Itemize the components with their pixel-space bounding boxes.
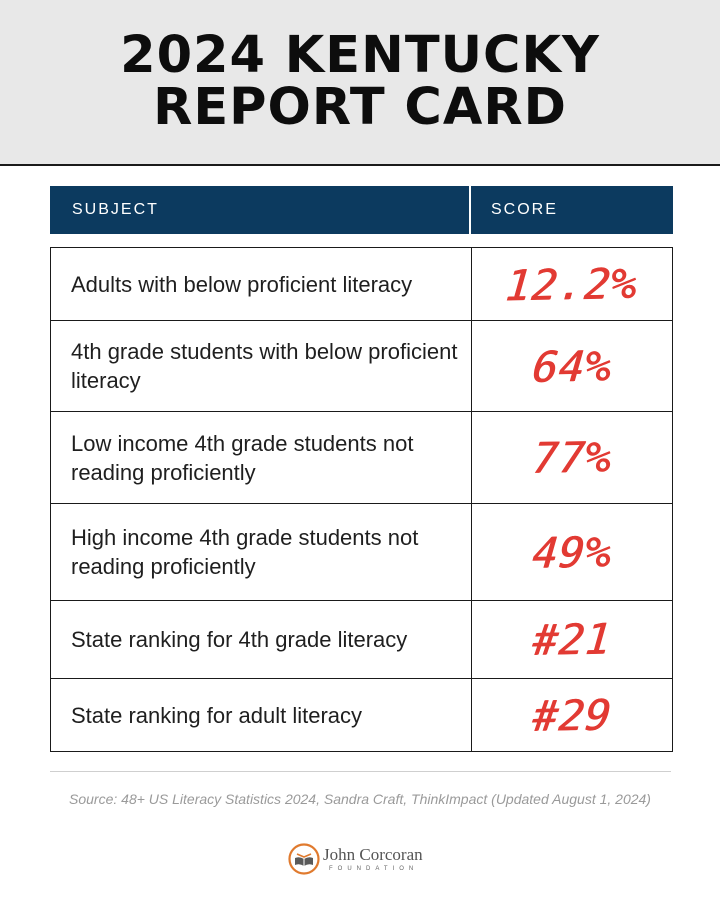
subject-cell: High income 4th grade students not reading proficiently <box>51 504 472 600</box>
table-row <box>51 601 672 679</box>
logo-name: John Corcoran <box>323 845 423 864</box>
table-row <box>51 679 672 751</box>
table-row <box>51 504 672 601</box>
score-value: #21 <box>530 614 614 665</box>
subject-cell: Adults with below proficient literacy <box>51 248 472 320</box>
subject-cell: 4th grade students with below proficient literacy <box>51 321 472 411</box>
score-value: #29 <box>530 689 614 741</box>
score-cell <box>472 679 672 751</box>
footer-divider <box>50 771 671 772</box>
score-cell <box>472 412 672 503</box>
page-title-line-1: 2024 KENTUCKY <box>120 26 600 85</box>
score-value: 64% <box>530 340 614 392</box>
table-header <box>50 186 673 234</box>
open-book-logo-icon <box>288 843 320 875</box>
score-value: 49% <box>530 526 614 578</box>
subject-cell: Low income 4th grade students not reading proficiently <box>51 412 472 503</box>
page-title-line-2: REPORT CARD <box>153 78 567 137</box>
table-row <box>51 412 672 504</box>
table-row <box>51 248 672 321</box>
score-cell <box>472 248 672 320</box>
foundation-logo <box>288 842 423 876</box>
source-citation: Source: 48+ US Literacy Statistics 2024, Sandra Craft, ThinkImpact (Updated August 1, 2024) <box>69 791 651 807</box>
subject-cell: State ranking for 4th grade literacy <box>51 601 472 678</box>
score-cell <box>472 504 672 600</box>
column-header-score: SCORE <box>491 201 558 218</box>
logo-subtitle: FOUNDATION <box>329 866 419 872</box>
table-row <box>51 321 672 412</box>
subject-cell: State ranking for adult literacy <box>51 679 472 751</box>
report-table <box>50 247 673 752</box>
score-cell <box>472 321 672 411</box>
score-value: 77% <box>530 432 614 483</box>
title-banner <box>0 0 720 166</box>
column-header-subject: SUBJECT <box>50 186 471 234</box>
score-cell <box>472 601 672 678</box>
score-value: 12.2% <box>504 258 640 310</box>
